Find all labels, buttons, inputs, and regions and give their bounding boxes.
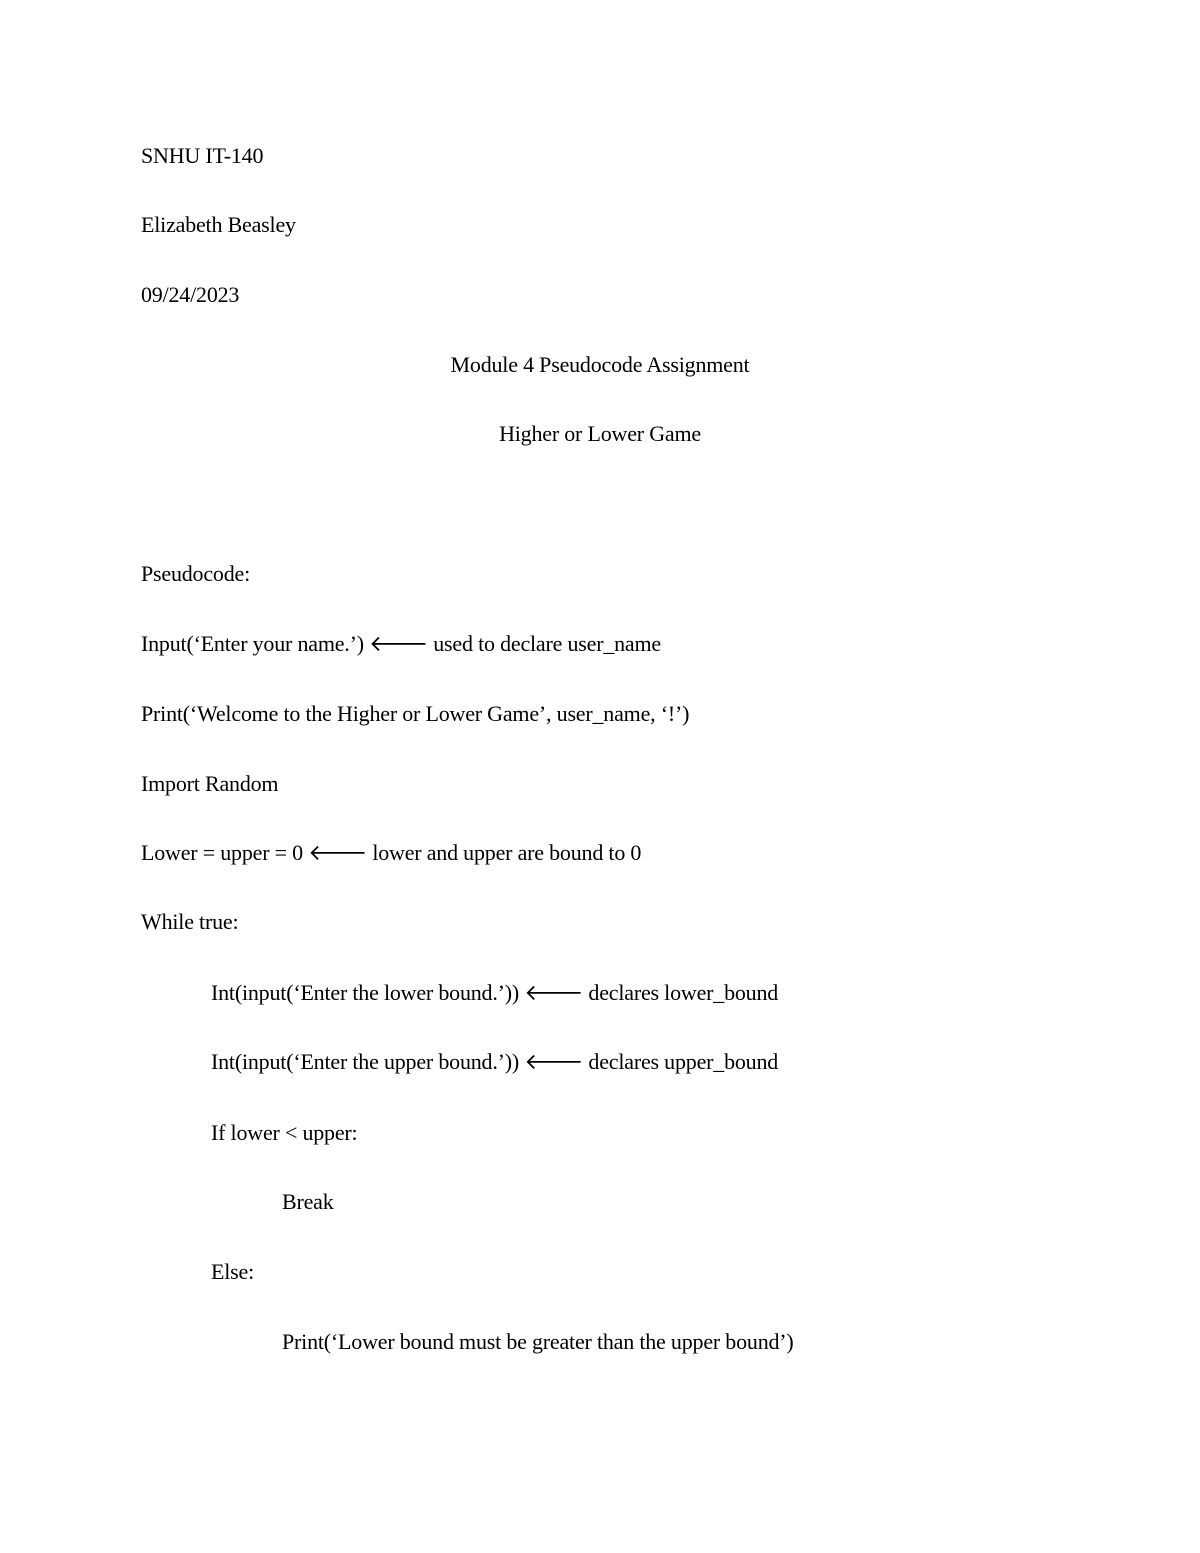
code-line: Else: [211,1259,254,1284]
document-subtitle: Higher or Lower Game [499,421,701,446]
author-name: Elizabeth Beasley [141,212,296,237]
document-title: Module 4 Pseudocode Assignment [450,352,750,377]
code-line: Input(‘Enter your name.’) 🡐 used to declare user_name [141,631,661,656]
code-line: Int(input(‘Enter the upper bound.’)) 🡐 declares upper_bound [211,1049,779,1074]
code-line: If lower < upper: [211,1120,358,1145]
code-line: Print(‘Lower bound must be greater than the upper bound’) [282,1329,794,1354]
code-line: Lower = upper = 0 🡐 lower and upper are bound to 0 [141,840,642,865]
document-date: 09/24/2023 [141,282,240,307]
course-code: SNHU IT-140 [141,143,264,168]
code-line: While true: [141,909,239,934]
code-line: Int(input(‘Enter the lower bound.’)) 🡐 declares lower_bound [211,980,779,1005]
code-line: Break [282,1189,334,1214]
section-label: Pseudocode: [141,561,251,586]
code-line: Import Random [141,771,279,796]
code-line: Print(‘Welcome to the Higher or Lower Game’, user_name, ‘!’) [141,701,690,726]
